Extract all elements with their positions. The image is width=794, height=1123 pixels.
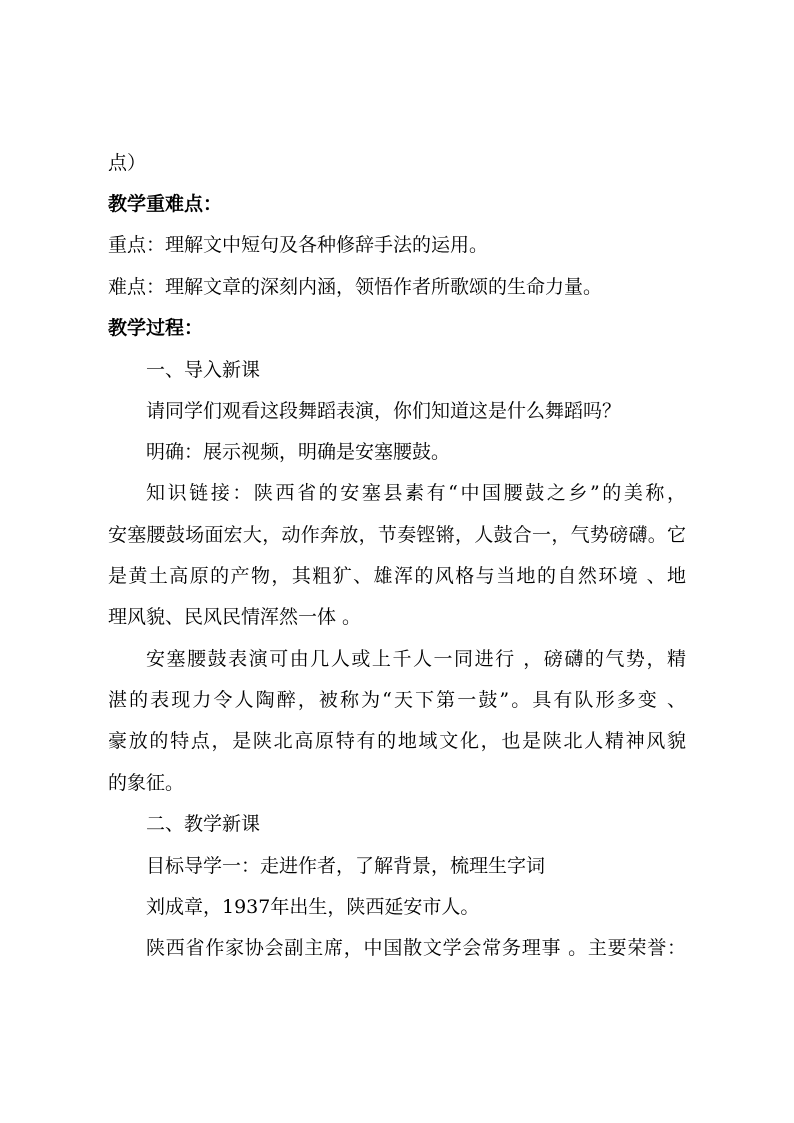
text-line-author-titles: 陕西省作家协会副主席，中国散文学会常务理事 。主要荣誉： — [146, 937, 686, 959]
text-line-paragraph: 豪放的特点，是陕北高原特有的地域文化，也是陕北人精神风貌 — [108, 730, 686, 752]
text-line-difficult-point: 难点：理解文章的深刻内涵，领悟作者所歌颂的生命力量。 — [108, 276, 603, 298]
text-line-paragraph: 的象征。 — [108, 772, 185, 794]
text-line-paragraph: 安塞腰鼓表演可由几人或上千人一同进行 ，磅礴的气势，精 — [146, 648, 686, 670]
heading-teaching-process: 教学过程： — [108, 317, 204, 339]
text-line-question: 请同学们观看这段舞蹈表演，你们知道这是什么舞蹈吗？ — [146, 400, 622, 422]
text-line-clarify: 明确：展示视频，明确是安塞腰鼓。 — [146, 441, 451, 463]
section-heading-new-lesson: 二、教学新课 — [146, 813, 261, 835]
text-line-author: 刘成章，1937年出生，陕西延安市人。 — [146, 896, 480, 918]
text-line-goal: 目标导学一：走进作者，了解背景，梳理生字词 — [146, 855, 546, 877]
heading-key-difficult-points: 教学重难点： — [108, 193, 223, 215]
text-line-knowledge-link: 知识链接：陕西省的安塞县素有“中国腰鼓之乡”的美称， — [146, 482, 686, 504]
text-line-paragraph: 湛的表现力令人陶醉，被称为“天下第一鼓”。具有队形多变 、 — [108, 689, 686, 711]
text-line-continuation: 点） — [108, 152, 147, 174]
section-heading-intro: 一、导入新课 — [146, 359, 261, 381]
text-line-paragraph: 是黄土高原的产物，其粗犷、雄浑的风格与当地的自然环境 、地 — [108, 565, 686, 587]
text-line-key-point: 重点：理解文中短句及各种修辞手法的运用。 — [108, 234, 489, 256]
text-line-paragraph: 安塞腰鼓场面宏大，动作奔放，节奏铿锵，人鼓合一，气势磅礴。它 — [108, 524, 686, 546]
text-line-paragraph: 理风貌、民风民情浑然一体 。 — [108, 606, 362, 628]
